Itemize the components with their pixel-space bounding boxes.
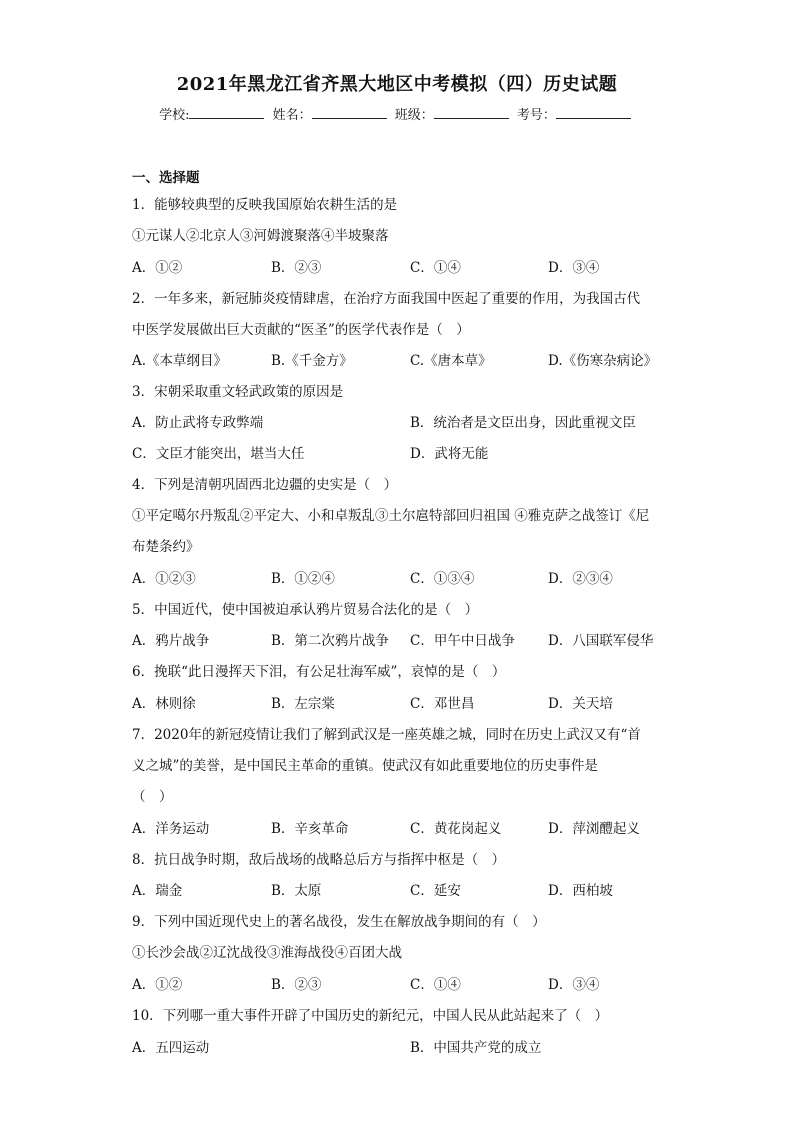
question-2-stem-line-2: 中医学发展做出巨大贡献的“医圣”的医学代表作是（ ） — [132, 322, 470, 338]
question-3-stem: 3．宋朝采取重文轻武政策的原因是 — [132, 384, 344, 400]
question-2-option-b[interactable]: B.《千金方》 — [271, 353, 353, 369]
question-2-option-d[interactable]: D.《伤寒杂病论》 — [548, 353, 658, 369]
question-4-option-d[interactable]: D．②③④ — [548, 571, 613, 587]
question-9-option-a[interactable]: A．①② — [132, 977, 183, 993]
question-7-stem: 7．2020年的新冠疫情让我们了解到武汉是一座英雄之城，同时在历史上武汉又有“首 — [132, 727, 641, 743]
question-9-stem: 9．下列中国近现代史上的著名战役，发生在解放战争期间的有（ ） — [132, 914, 546, 930]
question-5-stem: 5．中国近代，使中国被迫承认鸦片贸易合法化的是（ ） — [132, 602, 479, 618]
question-3-option-c[interactable]: C．文臣才能突出，堪当大任 — [132, 446, 305, 462]
question-2-option-a[interactable]: A.《本草纲目》 — [132, 353, 228, 369]
question-5-option-c[interactable]: C．甲午中日战争 — [410, 633, 515, 649]
name-label: 姓名： — [272, 108, 312, 123]
page-title: 2021年黑龙江省齐黑大地区中考模拟（四）历史试题 — [176, 74, 618, 95]
question-1-stem-line-2: ①元谋人②北京人③河姆渡聚落④半坡聚落 — [132, 228, 389, 244]
question-10-option-a[interactable]: A．五四运动 — [132, 1040, 210, 1056]
question-5-option-d[interactable]: D．八国联军侵华 — [548, 633, 654, 649]
question-1-stem: 1．能够较典型的反映我国原始农耕生活的是 — [132, 197, 398, 213]
question-4-stem-line-3: 布楚条约》 — [132, 539, 200, 555]
question-8-option-b[interactable]: B．太原 — [271, 883, 322, 899]
question-1-option-d[interactable]: D．③④ — [548, 260, 600, 276]
question-8-stem: 8．抗日战争时期，敌后战场的战略总后方与指挥中枢是（ ） — [132, 852, 506, 868]
question-8-option-a[interactable]: A．瑞金 — [132, 883, 183, 899]
question-1-option-a[interactable]: A．①② — [132, 260, 183, 276]
question-9-option-c[interactable]: C．①④ — [410, 977, 461, 993]
question-3-option-d[interactable]: D．武将无能 — [410, 446, 489, 462]
question-5-option-b[interactable]: B．第二次鸦片战争 — [271, 633, 389, 649]
question-7-option-a[interactable]: A．洋务运动 — [132, 821, 210, 837]
school-label: 学校: — [159, 108, 190, 123]
question-7-option-d[interactable]: D．萍浏醴起义 — [548, 821, 640, 837]
exam-number-blank[interactable] — [556, 106, 631, 119]
question-7-option-c[interactable]: C．黄花岗起义 — [410, 821, 502, 837]
exam-number-label: 考号： — [516, 108, 556, 123]
question-6-option-c[interactable]: C．邓世昌 — [410, 696, 475, 712]
question-9-option-b[interactable]: B．②③ — [271, 977, 322, 993]
question-10-stem: 10．下列哪一重大事件开辟了中国历史的新纪元，中国人民从此站起来了（ ） — [132, 1008, 609, 1024]
class-blank[interactable] — [434, 106, 509, 119]
question-6-stem: 6．挽联“此日漫挥天下泪，有公足壮海军威”，哀悼的是（ ） — [132, 664, 506, 680]
question-6-option-b[interactable]: B．左宗棠 — [271, 696, 335, 712]
question-10-option-b[interactable]: B．中国共产党的成立 — [410, 1040, 542, 1056]
question-7-stem-line-3: （ ） — [132, 789, 173, 805]
question-3-option-b[interactable]: B．统治者是文臣出身，因此重视文臣 — [410, 415, 636, 431]
question-4-option-c[interactable]: C．①③④ — [410, 571, 475, 587]
question-7-stem-line-2: 义之城”的美誉，是中国民主革命的重镇。使武汉有如此重要地位的历史事件是 — [132, 758, 598, 774]
question-4-stem-line-2: ①平定噶尔丹叛乱②平定大、小和卓叛乱③土尔扈特部回归祖国 ④雅克萨之战签订《尼 — [132, 508, 650, 524]
question-5-option-a[interactable]: A．鸦片战争 — [132, 633, 210, 649]
question-9-option-d[interactable]: D．③④ — [548, 977, 600, 993]
school-blank[interactable] — [189, 106, 264, 119]
question-7-option-b[interactable]: B．辛亥革命 — [271, 821, 349, 837]
question-4-option-b[interactable]: B．①②④ — [271, 571, 335, 587]
question-6-option-a[interactable]: A．林则徐 — [132, 696, 196, 712]
student-info-row — [0, 104, 794, 123]
question-6-option-d[interactable]: D．关天培 — [548, 696, 613, 712]
class-label: 班级： — [394, 108, 434, 123]
question-1-option-b[interactable]: B．②③ — [271, 260, 322, 276]
question-1-option-c[interactable]: C．①④ — [410, 260, 461, 276]
question-4-option-a[interactable]: A．①②③ — [132, 571, 196, 587]
question-8-option-c[interactable]: C．延安 — [410, 883, 461, 899]
question-2-stem: 2．一年多来，新冠肺炎疫情肆虐，在治疗方面我国中医起了重要的作用，为我国古代 — [132, 291, 641, 307]
question-8-option-d[interactable]: D．西柏坡 — [548, 883, 613, 899]
question-3-option-a[interactable]: A．防止武将专政弊端 — [132, 415, 264, 431]
question-9-stem-line-2: ①长沙会战②辽沈战役③淮海战役④百团大战 — [132, 945, 402, 961]
name-blank[interactable] — [312, 106, 387, 119]
section-heading: 一、选择题 — [132, 170, 200, 186]
question-4-stem: 4．下列是清朝巩固西北边疆的史实是（ ） — [132, 477, 398, 493]
question-2-option-c[interactable]: C.《唐本草》 — [410, 353, 492, 369]
